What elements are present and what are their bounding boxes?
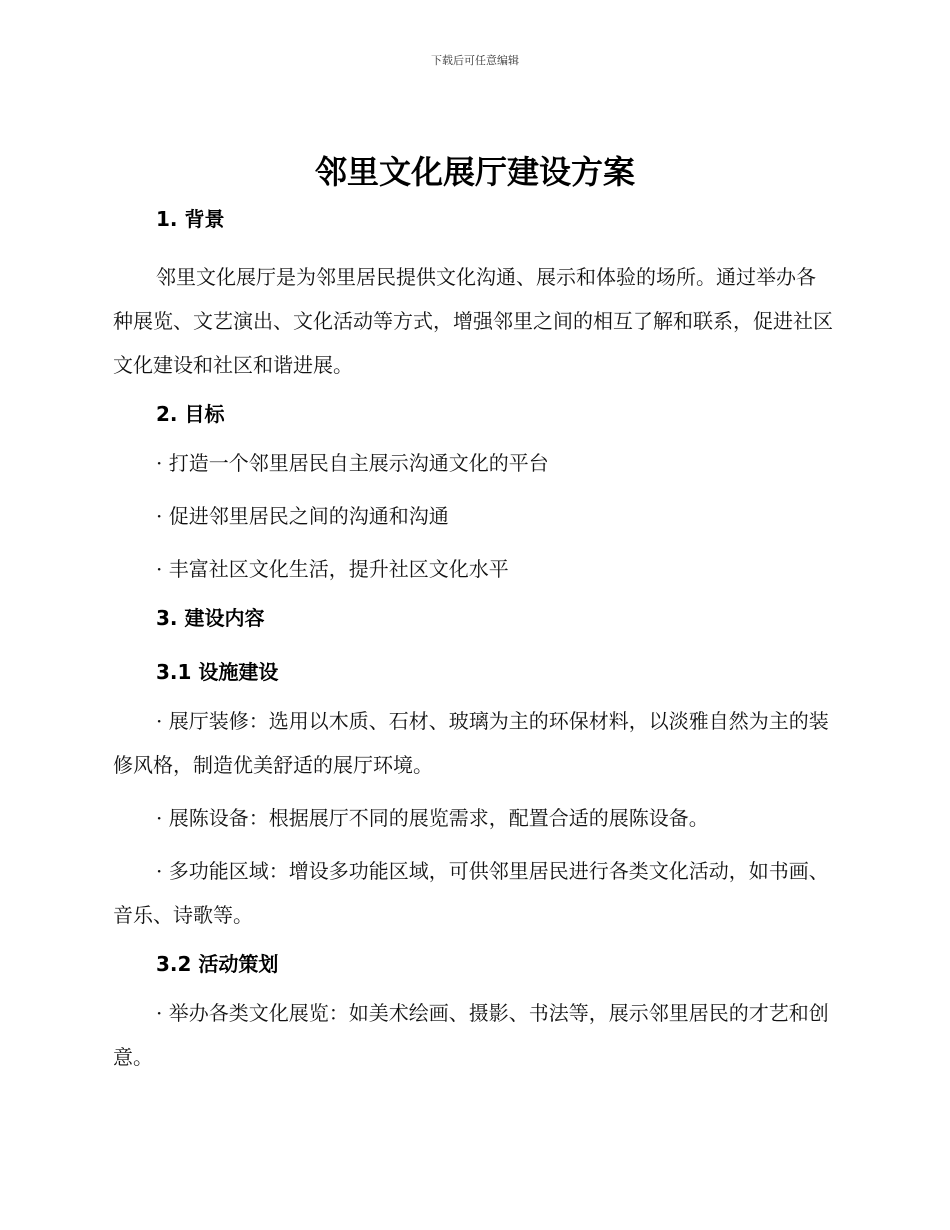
paragraph-background: 邻里文化展厅是为邻里居民提供文化沟通、展示和体验的场所。通过举办各种展览、文艺演出、文化活动等方式，增强邻里之间的相互了解和联系，促进社区文化建设和社区和谐进展。 (113, 265, 833, 377)
document-title: 邻里文化展厅建设方案 (314, 153, 635, 191)
spacer (113, 432, 833, 441)
spacer (113, 538, 833, 547)
section-heading-activities: 3.2 活动策划 (156, 952, 279, 976)
section-heading-facilities: 3.1 设施建设 (156, 660, 279, 684)
spacer (113, 840, 833, 849)
bullet-activity-exhibitions: · 举办各类文化展览：如美术绘画、摄影、书法等，展示邻里居民的才艺和创意。 (113, 1001, 829, 1069)
spacer (113, 485, 833, 494)
bullet-goal-2: · 促进邻里居民之间的沟通和沟通 (156, 504, 449, 528)
bullet-goal-1: · 打造一个邻里居民自主展示沟通文化的平台 (156, 451, 549, 475)
spacer (113, 690, 833, 699)
document-body (113, 201, 833, 1079)
spacer (113, 982, 833, 991)
page-header-note: 下载后可任意编辑 (431, 54, 519, 67)
bullet-facility-decoration: · 展厅装修：选用以木质、石材、玻璃为主的环保材料，以淡雅自然为主的装修风格，制造优美舒适的展厅环境。 (113, 709, 829, 777)
spacer (113, 387, 833, 396)
bullet-facility-multifunction: · 多功能区域：增设多功能区域，可供邻里居民进行各类文化活动，如书画、音乐、诗歌等。 (113, 859, 829, 927)
spacer (113, 787, 833, 796)
section-heading-background: 1. 背景 (156, 207, 225, 231)
spacer (113, 937, 833, 946)
spacer (113, 636, 833, 654)
bullet-facility-equipment: · 展陈设备：根据展厅不同的展览需求，配置合适的展陈设备。 (156, 806, 709, 830)
bullet-goal-3: · 丰富社区文化生活，提升社区文化水平 (156, 557, 509, 581)
spacer (113, 591, 833, 600)
spacer (113, 237, 833, 255)
section-heading-construction: 3. 建设内容 (156, 606, 265, 630)
section-heading-goals: 2. 目标 (156, 402, 225, 426)
